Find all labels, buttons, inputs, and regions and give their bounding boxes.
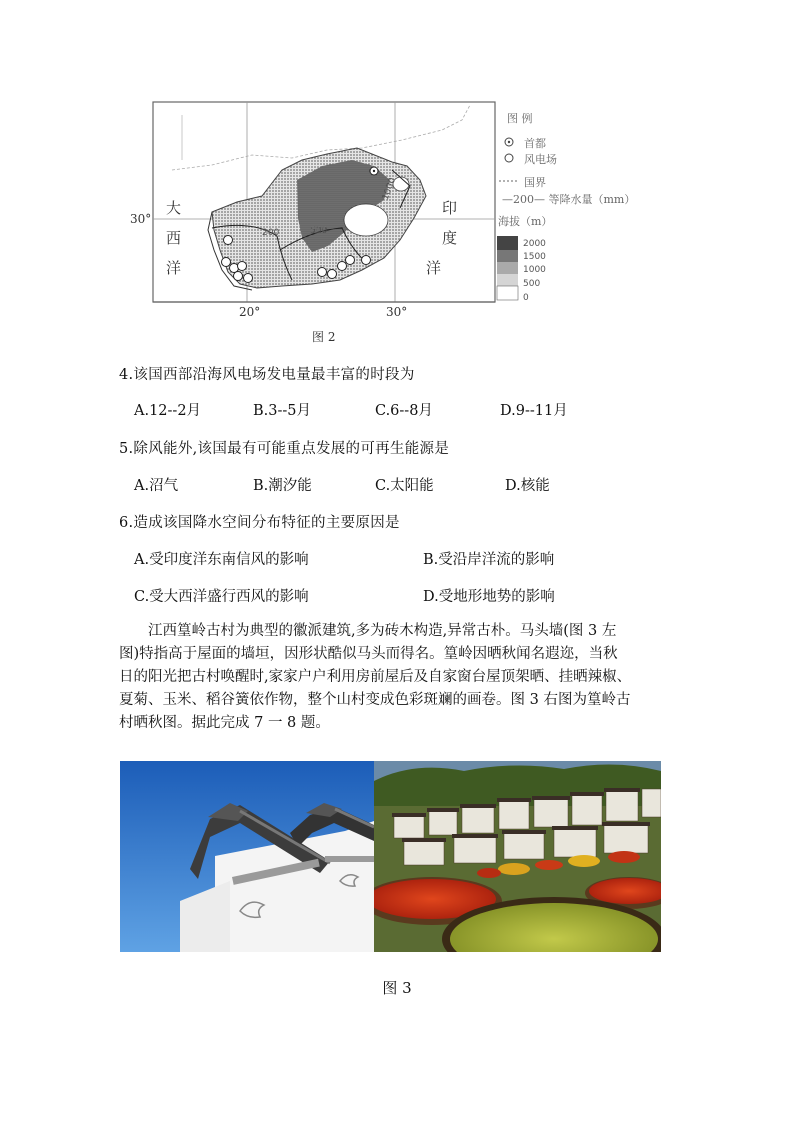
passage-line-2: 图)特指高于屋面的墙垣，因形状酷似马头而得名。篁岭因晒秋闻名遐迩，当秋: [119, 646, 618, 662]
question-4-option-b: B.3--5月: [253, 403, 312, 419]
question-5-option-d: D.核能: [505, 478, 550, 494]
altitude-2000: 2000: [523, 239, 546, 249]
legend-capital: 首都: [524, 137, 546, 150]
isohyet-200-label: 200: [262, 228, 280, 238]
question-6-option-a: A.受印度洋东南信风的影响: [134, 552, 309, 568]
legend-altitude-title: 海拔（m）: [498, 215, 553, 228]
question-5-option-a: A.沼气: [134, 478, 179, 494]
legend-border: 国界: [524, 176, 546, 189]
atlantic-label-2: 西: [166, 229, 182, 247]
question-4-option-c: C.6--8月: [375, 403, 433, 419]
passage-line-3: 日的阳光把古村唤醒时,家家户户利用房前屋后及自家窗台屋顶架晒、挂晒辣椒、: [119, 669, 632, 685]
altitude-scale: [497, 236, 518, 300]
question-4-option-a: A.12--2月: [134, 403, 202, 419]
question-5-option-b: B.潮汐能: [253, 478, 312, 494]
altitude-1000: 1000: [523, 265, 546, 275]
passage-line-4: 夏菊、玉米、稻谷簧依作物，整个山村变成色彩斑斓的画卷。图 3 右图为篁岭古: [119, 692, 631, 708]
lat-30-label: 30°: [130, 212, 152, 226]
atlantic-label-3: 洋: [166, 259, 182, 277]
legend-symbols: [499, 138, 518, 181]
isohyet-1000-label: 1000: [380, 176, 399, 202]
question-6-option-d: D.受地形地势的影响: [423, 589, 555, 605]
indian-label-2: 度: [442, 229, 458, 247]
question-6-option-b: B.受沿岸洋流的影响: [423, 552, 555, 568]
figure-3-caption: 图 3: [382, 979, 412, 997]
horse-head-wall-photo: [120, 761, 374, 952]
question-5-option-c: C.太阳能: [375, 478, 434, 494]
legend-wind-farm: 风电场: [524, 153, 557, 166]
atlantic-label-1: 大: [166, 199, 182, 217]
sun-drying-autumn-photo: [374, 761, 661, 952]
legend-title: 图 例: [507, 112, 533, 125]
passage: [119, 620, 667, 735]
figure-2-caption: 图 2: [312, 330, 336, 344]
lon-30-label: 30°: [386, 305, 408, 319]
indian-label-3: 洋: [426, 259, 442, 277]
question-6-stem: 6.造成该国降水空间分布特征的主要原因是: [119, 515, 400, 531]
question-4-option-d: D.9--11月: [500, 403, 568, 419]
altitude-1500: 1500: [523, 252, 546, 262]
passage-line-1: 江西篁岭古村为典型的徽派建筑,多为砖木构造,异常古朴。马头墙(图 3 左: [148, 623, 617, 639]
altitude-500: 500: [523, 279, 541, 289]
isohyet-500-label: 500: [310, 226, 328, 236]
question-4-stem: 4.该国西部沿海风电场发电量最丰富的时段为: [119, 367, 415, 383]
lesotho: [344, 204, 388, 236]
question-6-option-c: C.受大西洋盛行西风的影响: [134, 589, 309, 605]
passage-line-5: 村晒秋图。据此完成 7 一 8 题。: [119, 715, 330, 731]
indian-label-1: 印: [442, 199, 458, 217]
legend-isohyet: —200— 等降水量（mm）: [502, 193, 636, 206]
south-africa-map: [152, 100, 636, 340]
question-5-stem: 5.除风能外,该国最有可能重点发展的可再生能源是: [119, 441, 450, 457]
altitude-0: 0: [523, 293, 529, 303]
lon-20-label: 20°: [239, 305, 261, 319]
map-figure-2: [130, 100, 636, 344]
